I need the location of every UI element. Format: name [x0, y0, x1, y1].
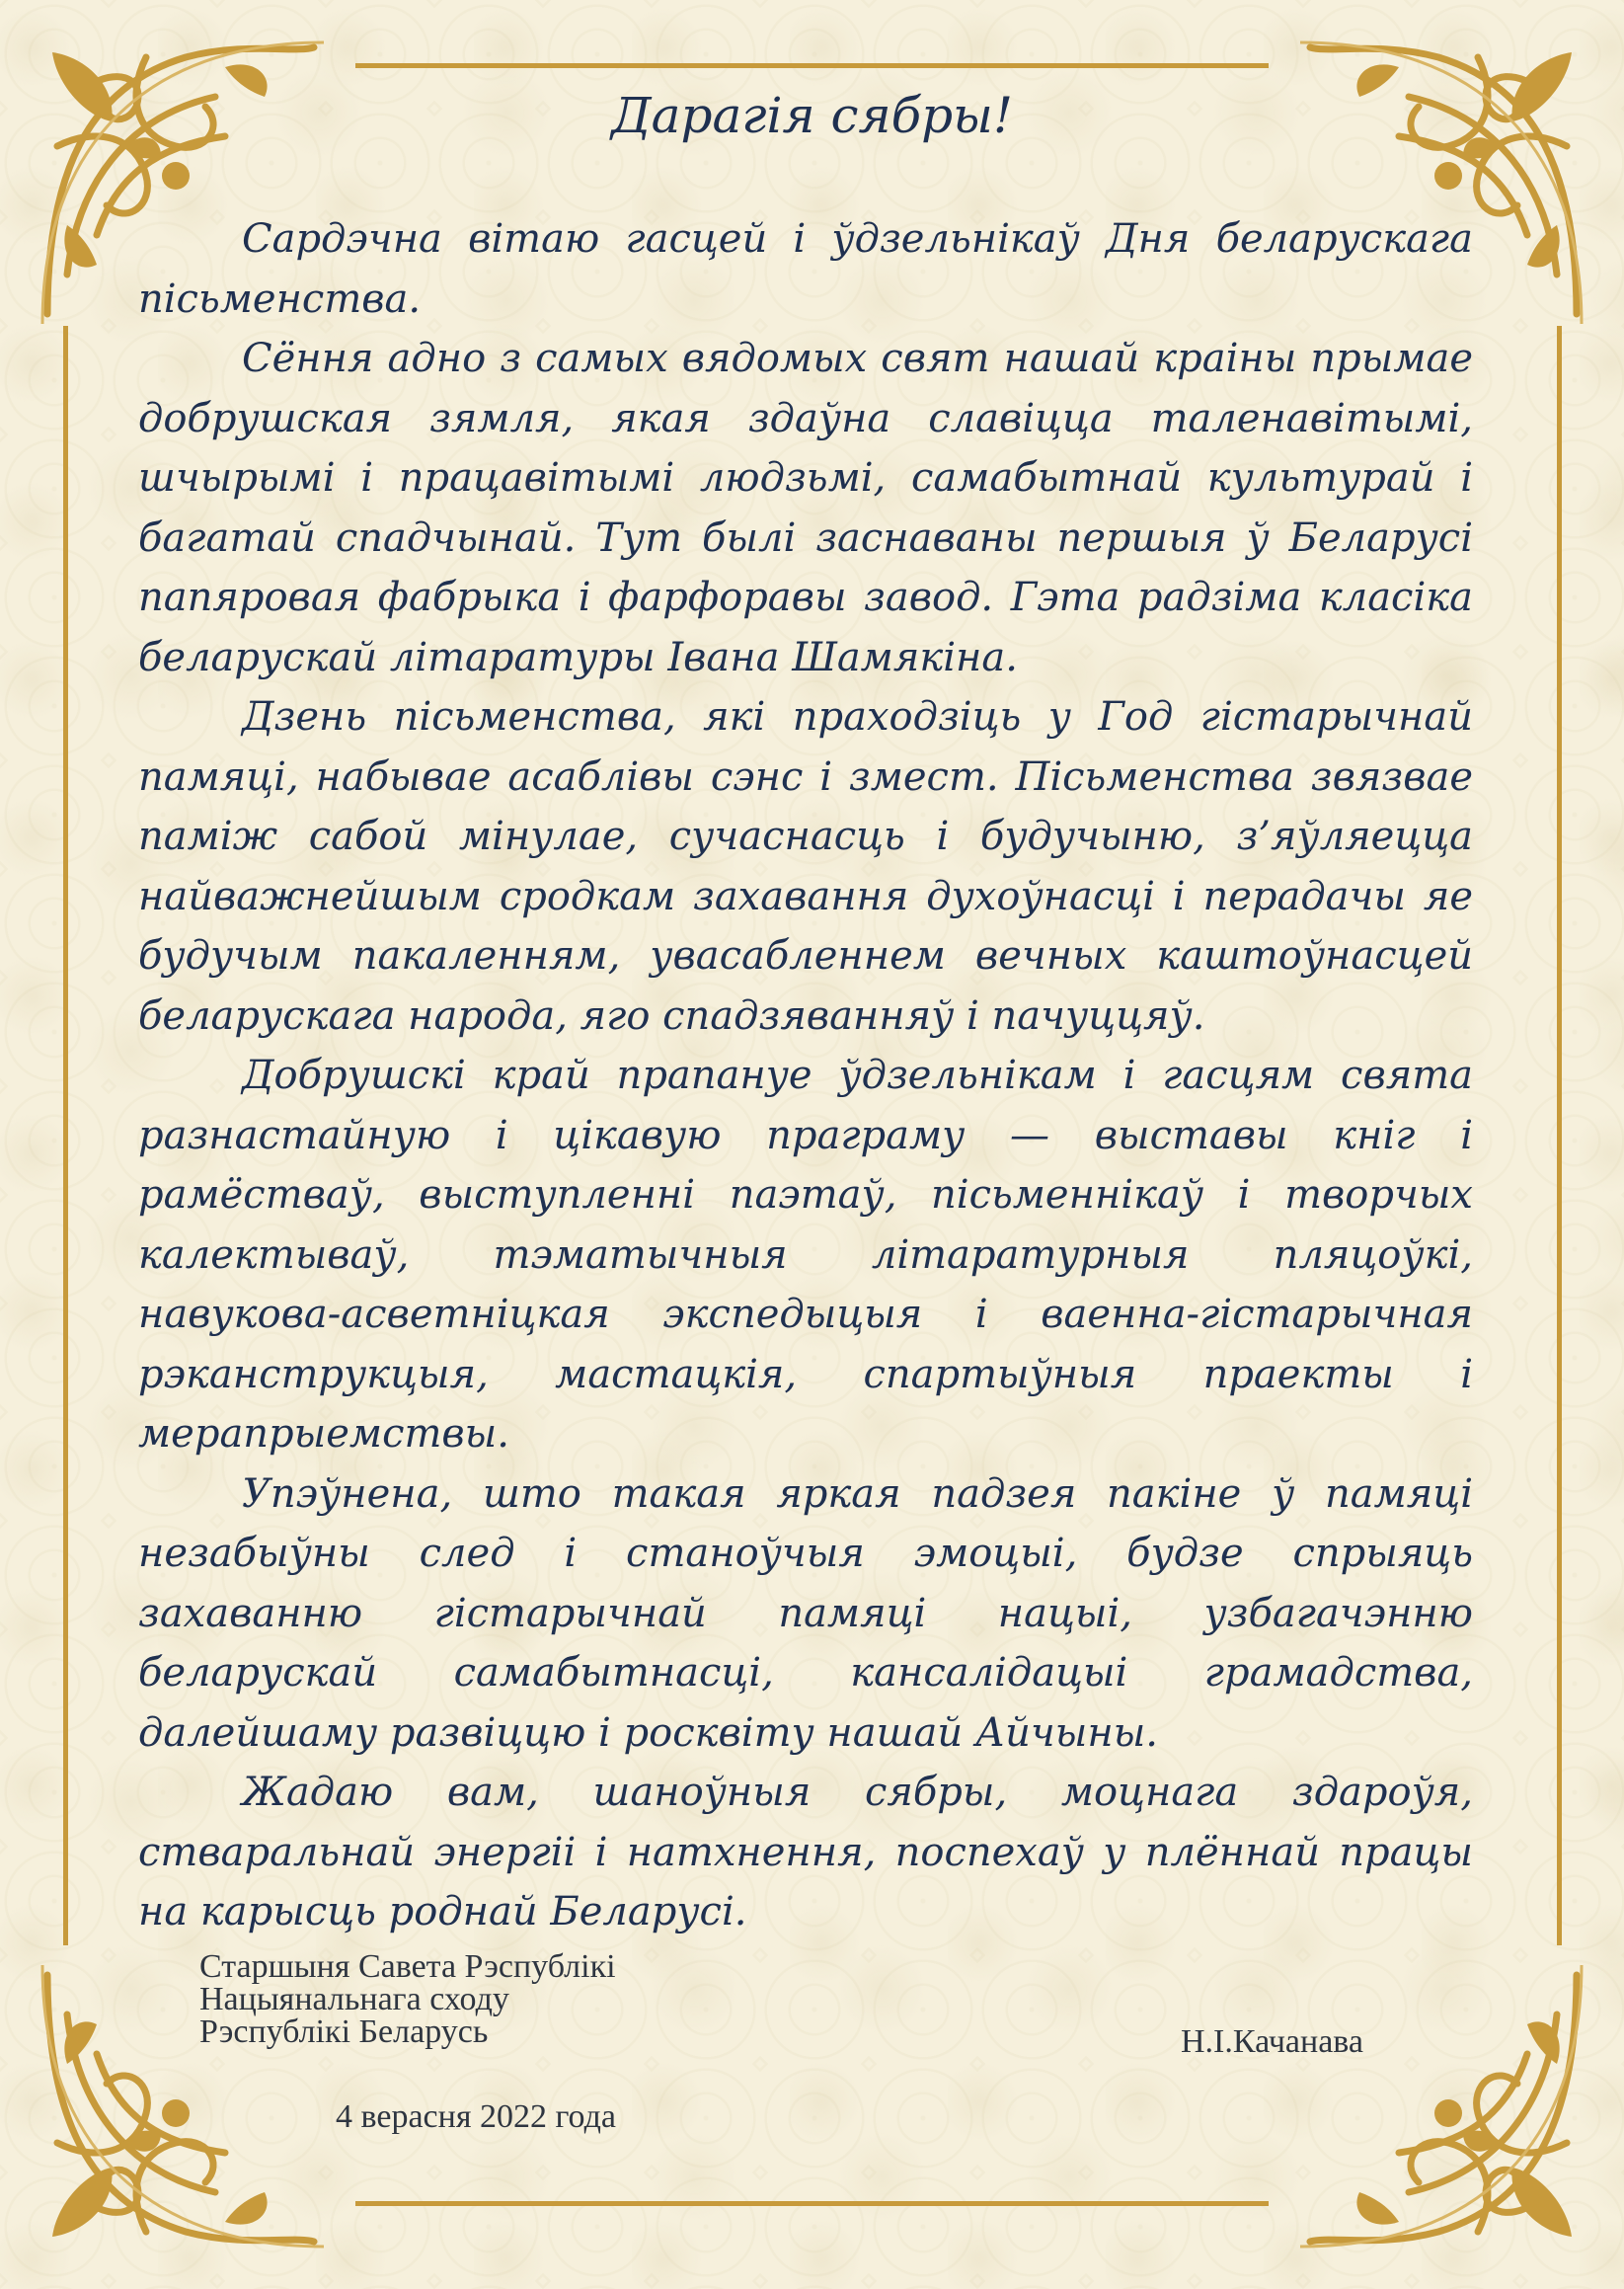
frame-left-line [63, 326, 68, 1945]
letter-paragraph: Жадаю вам, шаноўныя сябры, моцнага здароўя, стваральнай энергіі і натхнення, поспехаў у плённай працы на карысць роднай Беларусі. [138, 1770, 1473, 1934]
signatory-position [199, 1950, 616, 2048]
letter-date: 4 верасня 2022 года [336, 2098, 616, 2135]
signatory-position-line: Старшыня Савета Рэспублікі [199, 1948, 616, 1985]
letter-paragraph: Сардэчна вітаю гасцей і ўдзельнікаў Дня беларускага пісьменства. [138, 216, 1473, 322]
letter-title: Дарагія сябры! [611, 87, 1013, 144]
frame-bottom-line [355, 2201, 1269, 2206]
signatory-position-line: Рэспублікі Беларусь [199, 2013, 489, 2050]
signatory-name: Н.І.Качанава [1181, 2023, 1364, 2060]
frame-right-line [1557, 326, 1562, 1945]
corner-ornament-bottom-right-icon [1290, 1955, 1596, 2261]
letter-body [138, 209, 1473, 1942]
letter-paragraph: Сёння адно з самых вядомых свят нашай краіны прымае добрушская зямля, якая здаўна славіцца таленавітымі, шчырымі і працавітымі людзьмі, самабытнай культурай і багатай спадчынай. Тут былі заснаваны першыя ў Беларусі папяровая фабрыка і фарфоравы завод. Гэта радзіма класіка беларускай літаратуры Івана Шамякіна. [138, 336, 1473, 680]
signatory-position-line: Нацыянальнага сходу [199, 1981, 509, 2017]
letter-paragraph: Добрушскі край прапануе ўдзельнікам і гасцям свята разнастайную і цікавую праграму — выставы кніг і рамёстваў, выступленні паэтаў, пісьменнікаў і творчых калектываў, тэматычныя літаратурныя пляцоўкі, навукова-асветніцкая экспедыцыя і ваенна-гістарычная рэканструкцыя, мастацкія, спартыўныя праекты і мерапрыемствы. [138, 1053, 1473, 1457]
letter-paragraph: Дзень пісьменства, які праходзіць у Год гістарычнай памяці, набывае асаблівы сэнс і змест. Пісьменства звязвае паміж сабой мінулае, сучаснасць і будучыню, з’яўляецца найважнейшым сродкам захавання духоўнасці і перадачы яе будучым пакаленням, увасабленнем вечных каштоўнасцей беларускага народа, яго спадзяванняў і пачуццяў. [138, 694, 1473, 1039]
letter-paragraph: Упэўнена, што такая яркая падзея пакіне ў памяці незабыўны след і станоўчыя эмоцыі, будзе спрыяць захаванню гістарычнай памяці нацыі, узбагачэнню беларускай самабытнасці, кансалідацыі грамадства, далейшаму развіццю і росквіту нашай Айчыны. [138, 1470, 1473, 1756]
frame-top-line [355, 63, 1269, 68]
